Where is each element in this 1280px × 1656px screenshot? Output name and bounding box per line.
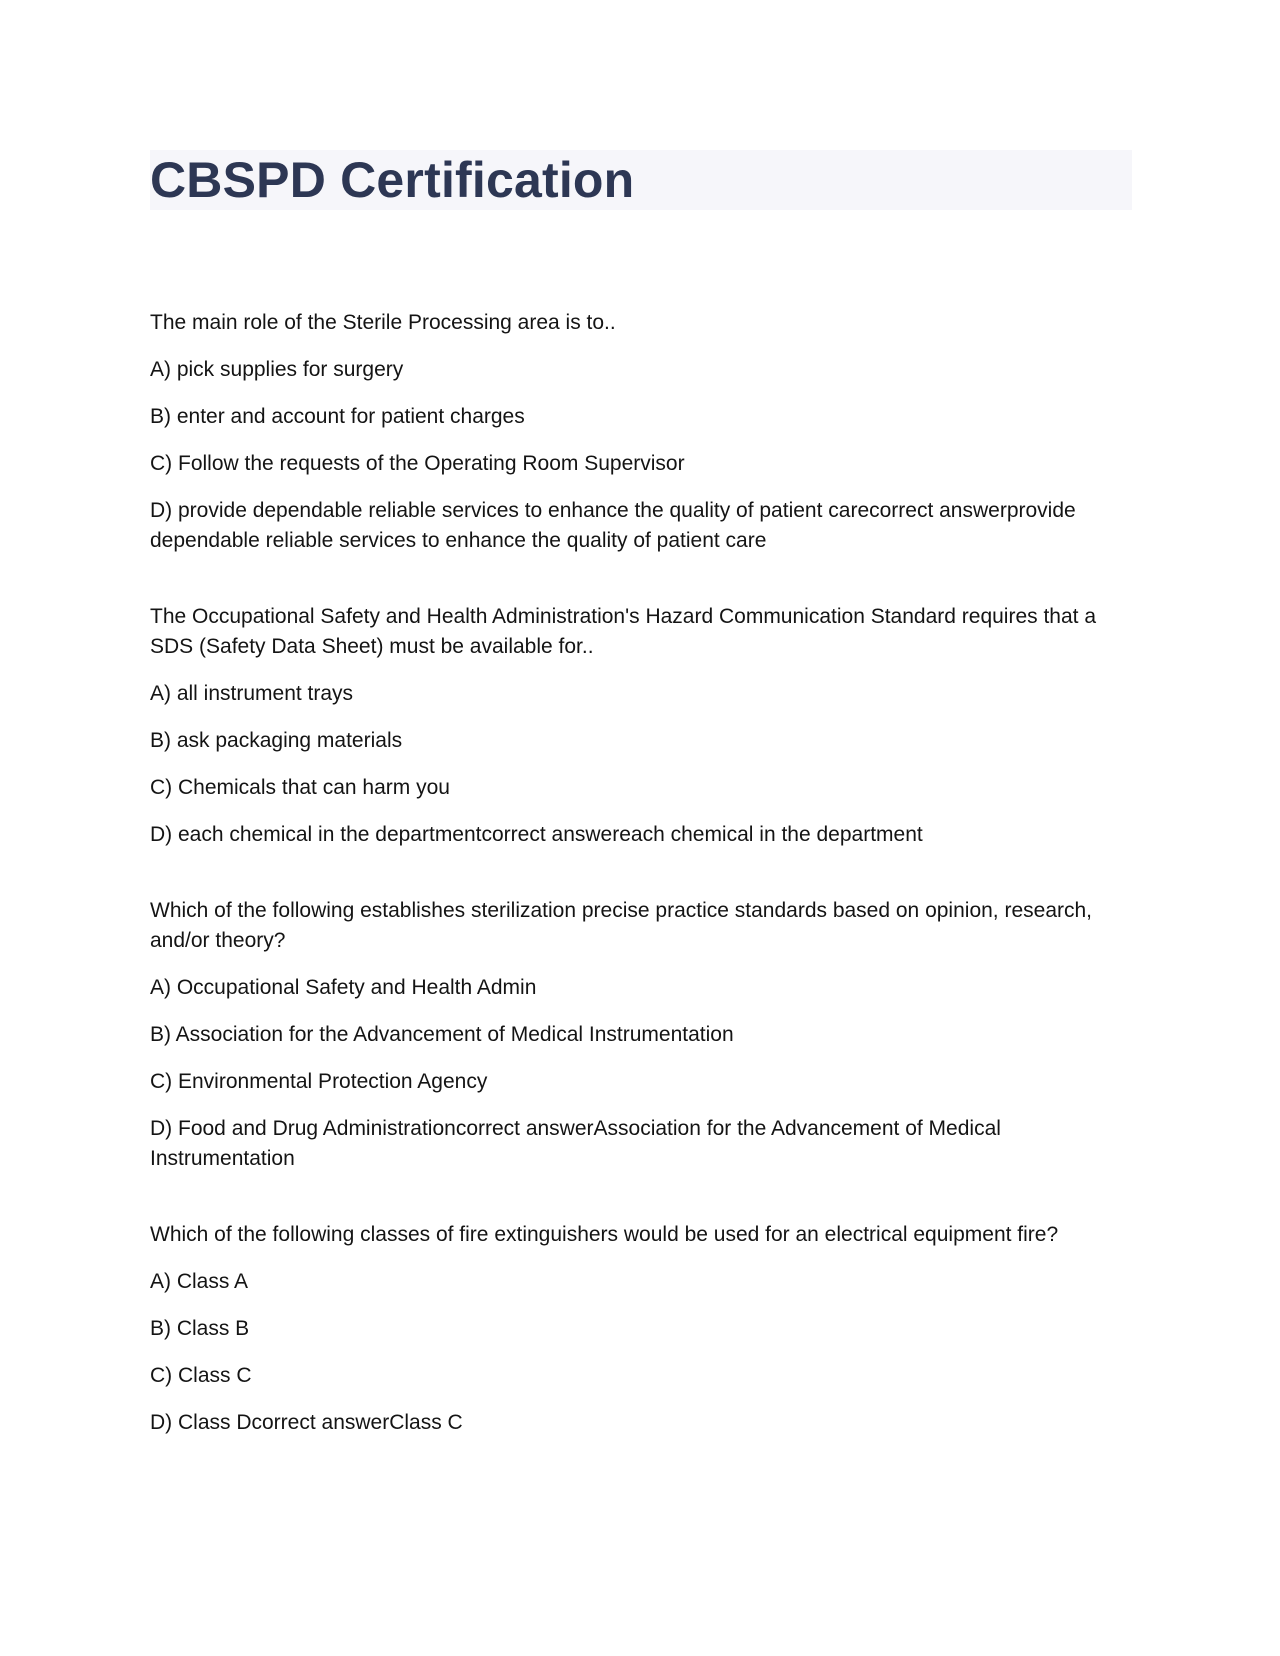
question-prompt: The Occupational Safety and Health Administration's Hazard Communication Standard requires that a SDS (Safety Data Sheet) must be available for.. (150, 605, 1097, 658)
answer-option: B) ask packaging materials (150, 729, 403, 752)
answer-option: C) Class C (150, 1364, 252, 1387)
question-list (150, 308, 1130, 1438)
question-block (150, 1220, 1130, 1438)
answer-option: B) enter and account for patient charges (150, 405, 525, 428)
answer-option: B) Class B (150, 1317, 250, 1340)
document-title: CBSPD Certification (150, 152, 635, 208)
question-block (150, 896, 1130, 1174)
title-banner (150, 150, 1132, 210)
answer-option: D) Food and Drug Administrationcorrect answerAssociation for the Advancement of Medical Instrumentation (150, 1117, 1001, 1170)
answer-option: A) pick supplies for surgery (150, 358, 404, 381)
document-page (150, 150, 1130, 1484)
question-prompt: Which of the following establishes sterilization precise practice standards based on opinion, research, and/or theory? (150, 899, 1093, 952)
question-prompt: Which of the following classes of fire extinguishers would be used for an electrical equipment fire? (150, 1223, 1059, 1246)
answer-option: A) Occupational Safety and Health Admin (150, 976, 537, 999)
answer-option: C) Follow the requests of the Operating Room Supervisor (150, 452, 685, 475)
answer-option: B) Association for the Advancement of Medical Instrumentation (150, 1023, 734, 1046)
question-block (150, 308, 1130, 556)
question-block (150, 602, 1130, 850)
answer-option: D) provide dependable reliable services to enhance the quality of patient carecorrect answerprovide dependable reliable services to enhance the quality of patient care (150, 499, 1076, 552)
answer-option: A) all instrument trays (150, 682, 354, 705)
answer-option: D) each chemical in the departmentcorrect answereach chemical in the department (150, 823, 923, 846)
answer-option: A) Class A (150, 1270, 249, 1293)
answer-option: C) Chemicals that can harm you (150, 776, 450, 799)
question-prompt: The main role of the Sterile Processing area is to.. (150, 311, 616, 334)
answer-option: C) Environmental Protection Agency (150, 1070, 488, 1093)
answer-option: D) Class Dcorrect answerClass C (150, 1411, 463, 1434)
